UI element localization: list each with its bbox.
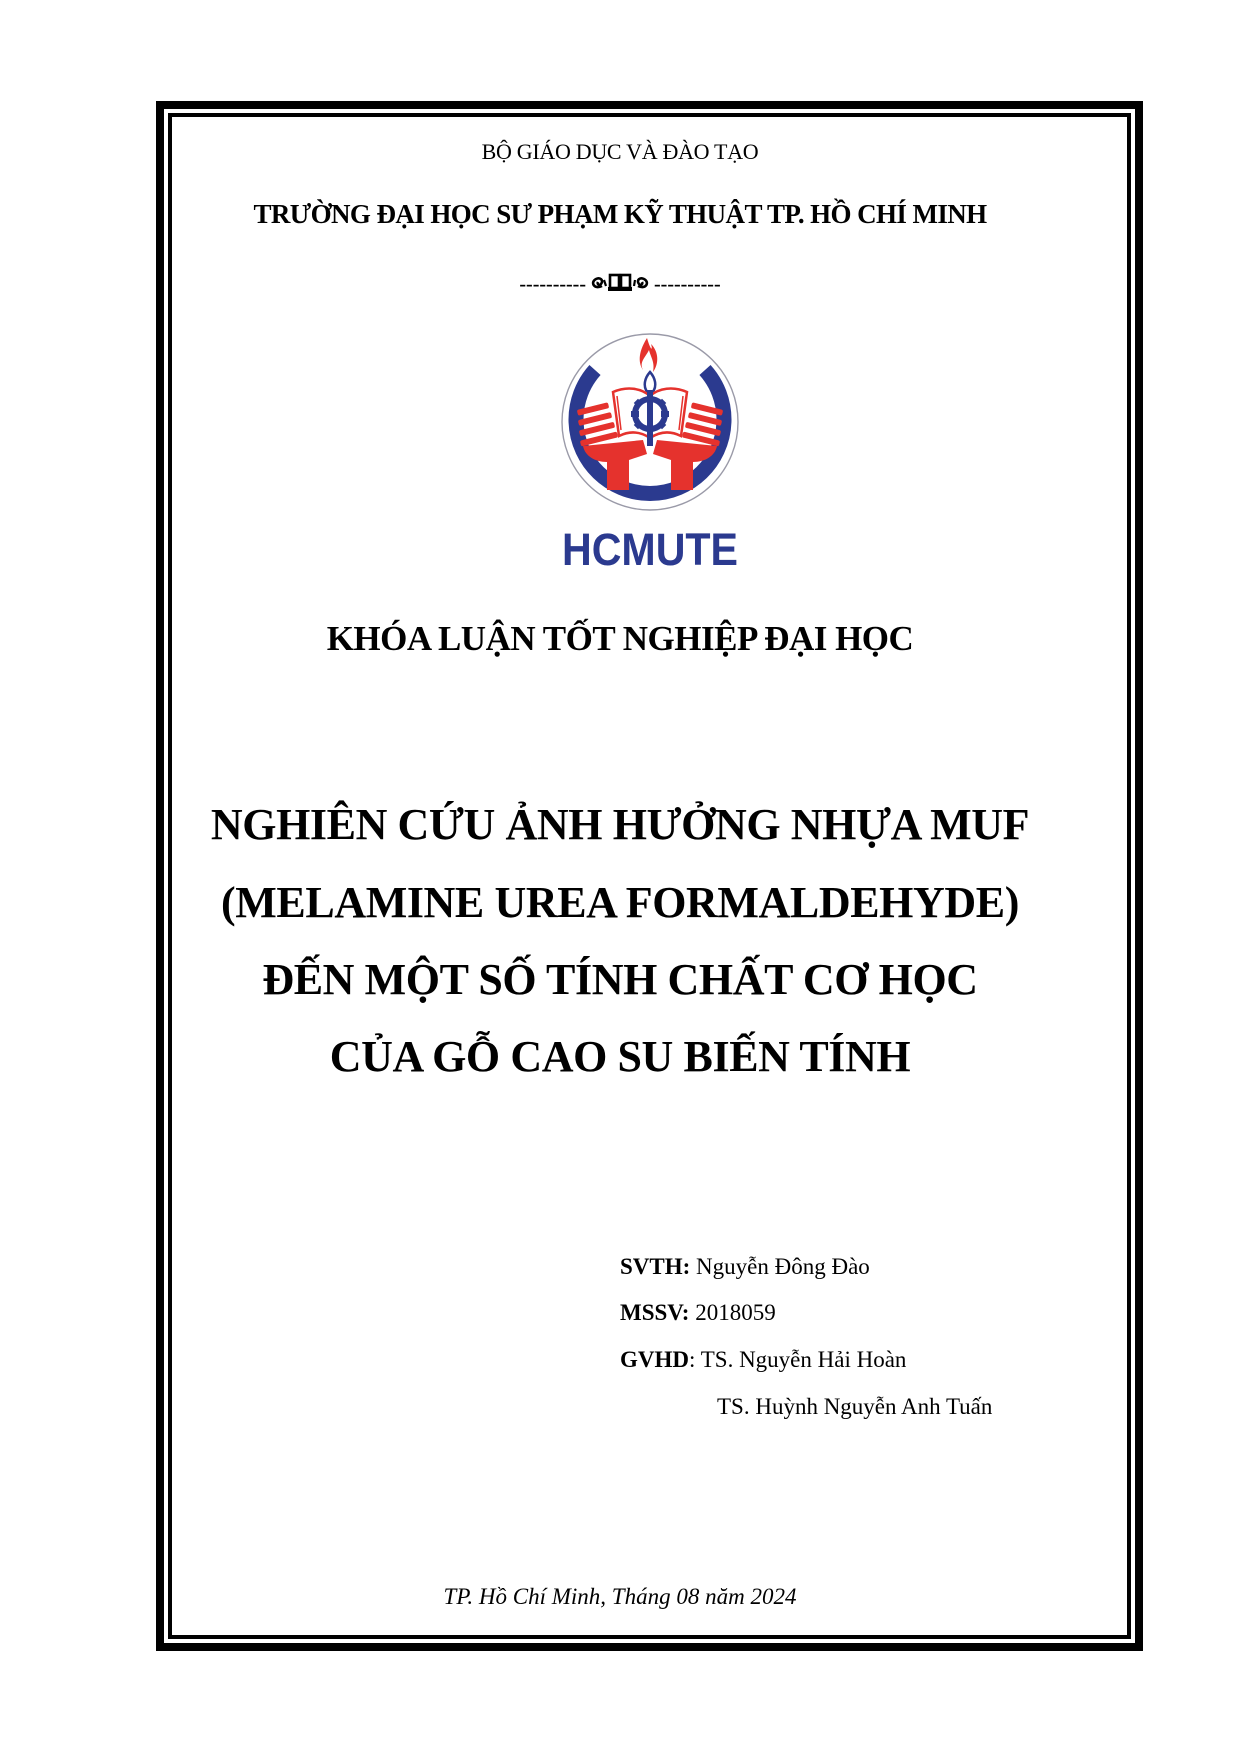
- advisor-label: GVHD: [620, 1347, 689, 1372]
- student-label: SVTH:: [620, 1254, 691, 1279]
- advisor-separator: :: [689, 1347, 696, 1372]
- advisor-row-2: [717, 1394, 992, 1420]
- thesis-title-line: CỦA GỖ CAO SU BIẾN TÍNH: [329, 1032, 911, 1081]
- university-name: TRƯỜNG ĐẠI HỌC SƯ PHẠM KỸ THUẬT TP. HỒ CHÍ MINH: [253, 199, 987, 229]
- divider-dashes-left: ----------: [519, 273, 586, 296]
- student-id: 2018059: [695, 1300, 776, 1325]
- thesis-type: KHÓA LUẬN TỐT NGHIỆP ĐẠI HỌC: [326, 619, 914, 658]
- ministry-name: BỘ GIÁO DỤC VÀ ĐÀO TẠO: [481, 139, 759, 164]
- university-logo: [555, 330, 745, 575]
- student-id-row: [620, 1300, 776, 1326]
- student-name: Nguyễn Đông Đào: [696, 1254, 870, 1279]
- thesis-title-line: NGHIÊN CỨU ẢNH HƯỞNG NHỰA MUF: [210, 800, 1030, 849]
- divider-dashes-right: ----------: [654, 273, 721, 296]
- student-id-label: MSSV:: [620, 1300, 690, 1325]
- logo-text: HCMUTE: [562, 524, 738, 575]
- thesis-title-line: ĐẾN MỘT SỐ TÍNH CHẤT CƠ HỌC: [262, 955, 978, 1004]
- ornament-divider: [0, 272, 1240, 300]
- place-date: TP. Hồ Chí Minh, Tháng 08 năm 2024: [443, 1584, 797, 1609]
- advisor-row: [620, 1347, 906, 1373]
- advisor-name: TS. Nguyễn Hải Hoàn: [700, 1347, 907, 1372]
- advisor-name: TS. Huỳnh Nguyễn Anh Tuấn: [717, 1394, 993, 1419]
- book-ornament-icon: [588, 272, 652, 300]
- thesis-title-line: (MELAMINE UREA FORMALDEHYDE): [221, 878, 1019, 927]
- student-row: [620, 1254, 870, 1280]
